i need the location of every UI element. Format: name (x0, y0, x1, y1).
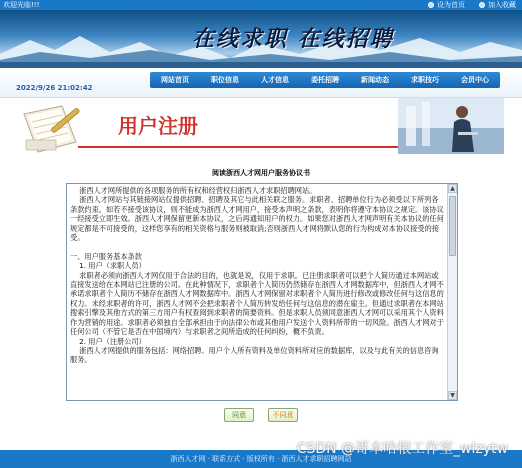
nav-member-center[interactable]: 会员中心 (461, 76, 489, 84)
star-icon (479, 2, 485, 8)
scroll-up-icon[interactable]: ▲ (448, 184, 457, 193)
header-photo (398, 98, 504, 154)
welcome-text: 欢迎光临!!! (3, 1, 40, 9)
home-icon (428, 2, 434, 8)
set-homepage-link[interactable] (428, 0, 465, 10)
footer-text: 浙西人才网 · 联系方式 · 版权所有 · 浙西人才求职招聘网站 (170, 455, 352, 463)
banner-slogan: 在线求职 在线招聘 (192, 26, 394, 52)
nav-news[interactable]: 新闻动态 (361, 76, 389, 84)
agreement-text: 浙西人才网所提供的各项服务的所有权和经营权归浙西人才求职招聘网站。 浙西人才网站与其链接网站仅提供招聘、招聘及其它与此相关联之服务。求职者、招聘单位行为必须受以下所列各条款约束。如若不接受该协议，则不能成为浙西人才网用户，接受本声明之条款，表明你将遵守本协议之规定。该协议一经接受立即生效。浙西人才网保留更新本协议，之后再通知用户的权力。如果您对浙西人才网声明有关本协议的任何规定都是不可接受的，这样您享有的相关资格与服务则被取消;否则浙西人才网将默认您的行为构成对本协议接受的接受。 一、用户服务基本条款 1. 用户（求职人员） 求职者必须向浙西人才网仅用于合法的目的，也就是说，仅用于求职。已注册求职者可以把个人简历通过本网站或直接发送给在本网站已注册的公司。在此种情况下，求职者个人简历仍然储存在浙西人才网数据库中，但浙西人才网不承诺求职者个人简历不储存在浙西人才网数据库中。浙西人才网保留对求职者个人简历进行修改或修改任何与这信息的权力。未经求职者的许可，浙西人才网不会把求职者个人简历转发给任何与这信息的潜在雇主。但通过求职者在本网站搜索引擎及其他方式的第三方用户有权查阅到求职者的简要资料。但是求职人员须同意浙西人才网可以采用其个人资料作为营销的用途。求职者必须独自全部承担由于向法律公布或其他用户发送个人资料所带的一切风险。浙西人才网对于任何公司（不管它是否在中国境内）与求职者之间所造成的任何纠纷，概不负责。 2. 用户（注册公司） 浙西人才网提供的服务包括：网络招聘、用户个人所有资料及单位资料所对应的数据库，以及与此有关的信息咨询服务。 (70, 186, 444, 365)
add-favorite-label: 加入收藏 (488, 1, 516, 9)
page-title: 用户注册 (118, 114, 198, 138)
scroll-thumb[interactable] (449, 196, 456, 256)
nav-home[interactable]: 网站首页 (161, 76, 189, 84)
datetime-display: 2022/9/26 21:02:42 (16, 84, 93, 92)
agreement-textarea[interactable] (66, 183, 458, 401)
nav-entrusted-recruit[interactable]: 委托招聘 (311, 76, 339, 84)
agreement-actions (0, 408, 522, 422)
agreement-scrollbar[interactable] (447, 184, 457, 400)
agreement-title: 阅读浙西人才网用户服务协议书 (212, 169, 310, 177)
banner (0, 10, 522, 68)
top-bar (0, 0, 522, 10)
main-nav (150, 72, 500, 88)
page-header (18, 100, 504, 156)
nav-talents[interactable]: 人才信息 (261, 76, 289, 84)
top-links (428, 0, 516, 10)
agree-button[interactable]: 同意 (224, 408, 254, 422)
nav-job-tips[interactable]: 求职技巧 (411, 76, 439, 84)
set-homepage-label: 设为首页 (437, 1, 465, 9)
nav-jobs[interactable]: 职位信息 (211, 76, 239, 84)
csdn-watermark: CSDN @哥本哈根工作室_wlzytw (296, 441, 508, 457)
title-underline (78, 146, 408, 148)
scroll-down-icon[interactable]: ▼ (448, 391, 457, 400)
nav-bar (0, 68, 522, 98)
disagree-button[interactable]: 不同意 (268, 408, 298, 422)
add-favorite-link[interactable] (479, 0, 516, 10)
businesswoman-image (398, 98, 504, 154)
